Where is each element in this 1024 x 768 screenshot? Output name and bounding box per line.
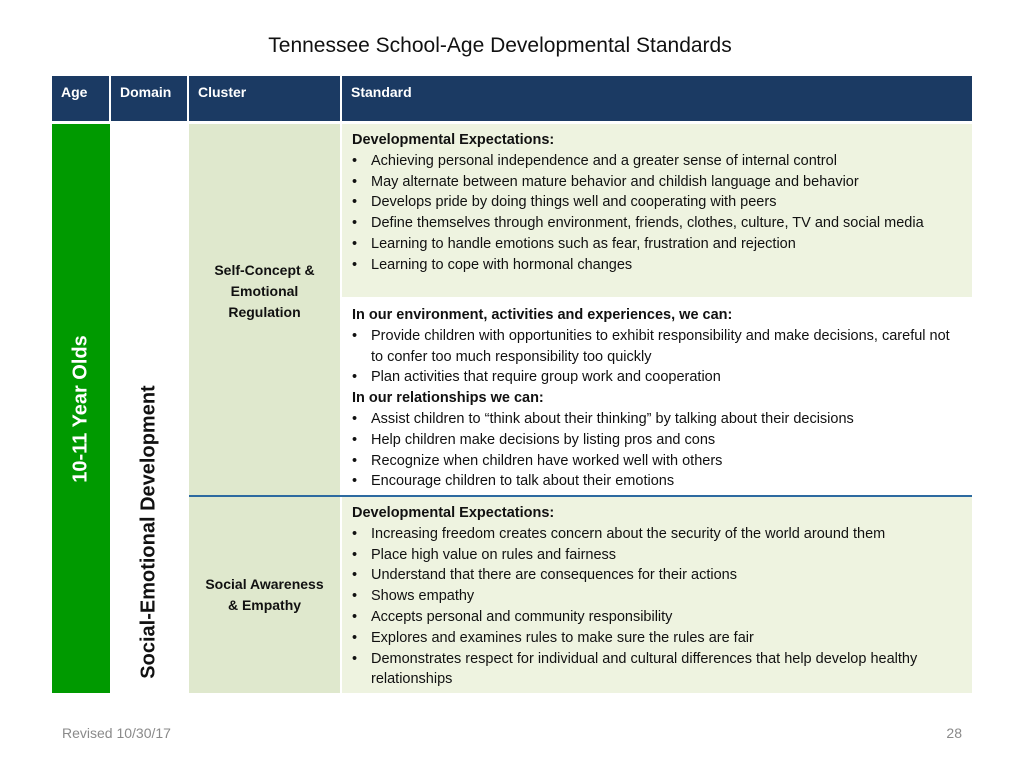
list-item: • Learning to cope with hormonal changes [352, 255, 962, 276]
list-item: • Provide children with opportunities to exhibit responsibility and make decisions, careful not to confer too much responsibility too quickly [352, 326, 962, 368]
list-item: • Help children make decisions by listing pros and cons [352, 430, 962, 451]
standard-heading: In our relationships we can: [352, 390, 544, 407]
cluster-social-awareness [189, 497, 340, 693]
age-cell [52, 124, 110, 693]
domain-label: Social-Emotional Development [137, 385, 160, 679]
list-item: • Shows empathy [352, 586, 962, 607]
standard-heading: Developmental Expectations: [352, 505, 555, 521]
list-item: • May alternate between mature behavior and childish language and behavior [352, 172, 962, 193]
expectations-list [352, 524, 962, 690]
cluster-self-concept [189, 124, 340, 495]
expectations-list [352, 151, 962, 276]
age-group-label: 10-11 Year Olds [69, 334, 92, 483]
list-item: • Plan activities that require group work and cooperation [352, 367, 962, 388]
list-item: • Develops pride by doing things well and cooperating with peers [352, 192, 962, 213]
column-header-age: Age [52, 76, 109, 121]
relationships-list [352, 409, 962, 492]
standard-block-expectations-1 [342, 124, 972, 297]
list-item: • Understand that there are consequences for their actions [352, 565, 962, 586]
cluster-label: Self-Concept & Emotional Regulation [214, 262, 315, 320]
list-item: • Demonstrates respect for individual and cultural differences that help develop healthy relationships [352, 649, 962, 691]
standard-block-expectations-2 [342, 497, 972, 693]
standard-heading: Developmental Expectations: [352, 132, 555, 148]
list-item: • Define themselves through environment, friends, clothes, culture, TV and social media [352, 213, 962, 234]
list-item: • Recognize when children have worked well with others [352, 451, 962, 472]
list-item: • Explores and examines rules to make sure the rules are fair [352, 628, 962, 649]
column-header-standard: Standard [342, 76, 972, 121]
standard-block-strategies [342, 299, 972, 495]
domain-cell [111, 124, 187, 693]
standard-heading: In our environment, activities and experiences, we can: [352, 307, 733, 323]
page-number: 28 [946, 725, 962, 741]
cluster-label: Social Awareness & Empathy [205, 576, 324, 613]
list-item: • Encourage children to talk about their emotions [352, 471, 962, 492]
list-item: • Increasing freedom creates concern about the security of the world around them [352, 524, 962, 545]
list-item: • Achieving personal independence and a greater sense of internal control [352, 151, 962, 172]
list-item: • Place high value on rules and fairness [352, 545, 962, 566]
column-header-cluster: Cluster [189, 76, 340, 121]
revised-date: Revised 10/30/17 [62, 725, 171, 741]
list-item: • Assist children to “think about their thinking” by talking about their decisions [352, 409, 962, 430]
list-item: • Accepts personal and community responsibility [352, 607, 962, 628]
column-header-domain: Domain [111, 76, 187, 121]
page-title: Tennessee School-Age Developmental Standards [268, 34, 732, 57]
list-item: • Learning to handle emotions such as fear, frustration and rejection [352, 234, 962, 255]
environment-list [352, 326, 962, 388]
